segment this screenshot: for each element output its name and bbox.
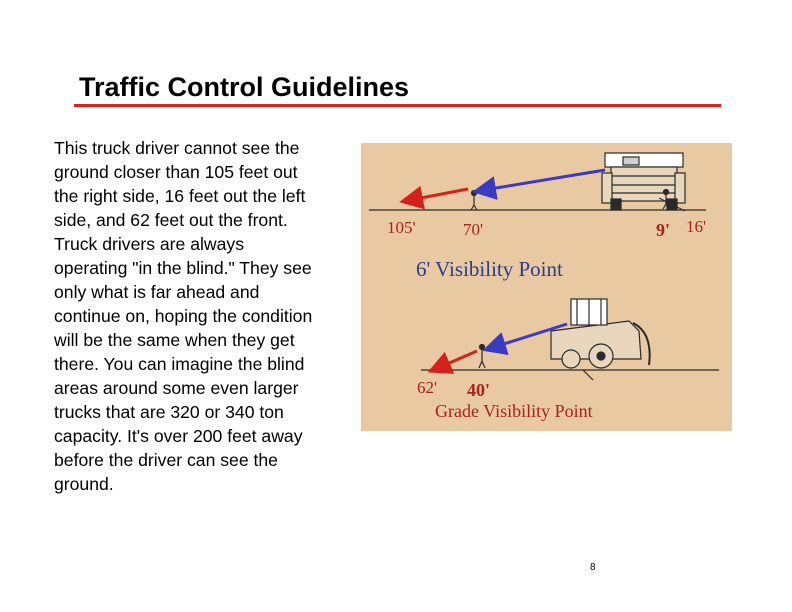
observer-figure-bottom: [479, 345, 485, 369]
distance-label-70ft: 70': [463, 220, 484, 239]
front-blind-arrow: [433, 351, 477, 370]
distance-label-62ft: 62': [417, 378, 438, 397]
distance-label-16ft: 16': [686, 217, 707, 236]
right-side-blind-arrow: [405, 189, 468, 201]
distance-label-9ft: 9': [656, 220, 671, 240]
grade-visibility-point-caption: Grade Visibility Point: [435, 401, 593, 421]
visibility-point-caption: 6' Visibility Point: [416, 257, 563, 281]
distance-label-40ft: 40': [467, 380, 491, 400]
page-number: 8: [590, 562, 596, 573]
distance-label-105ft: 105': [387, 218, 416, 237]
body-paragraph: This truck driver cannot see the ground closer than 105 feet out the right side, 16 feet out the left side, and 62 feet out the front. Truck drivers are always operating "in the blind." They see only what is far ahead and continue on, hoping the condition will be the same when they get there. You can imagine the blind areas around some even larger trucks that are 320 or 340 ton capacity. It's over 200 feet away before the driver can see the ground.: [54, 138, 313, 494]
title-underline: [74, 104, 721, 107]
observer-figure-top-left: [471, 191, 477, 211]
haul-truck-front-icon: [602, 153, 685, 210]
visibility-diagram: [361, 143, 732, 431]
slide-title: Traffic Control Guidelines: [79, 72, 410, 102]
haul-truck-side-icon: [551, 299, 650, 380]
right-side-sight-line: [478, 170, 605, 191]
